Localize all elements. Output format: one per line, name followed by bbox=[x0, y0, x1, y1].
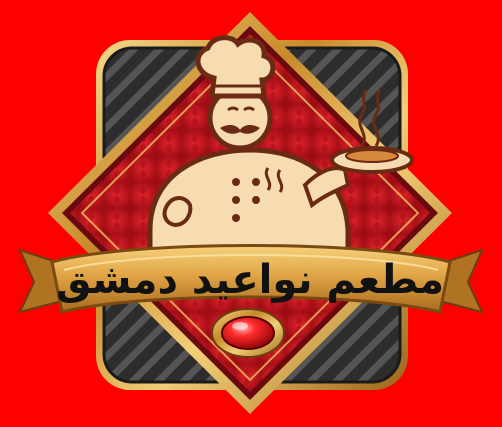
restaurant-name: مطعم نواعيد دمشق bbox=[55, 257, 445, 303]
red-gem-ornament bbox=[212, 309, 284, 357]
